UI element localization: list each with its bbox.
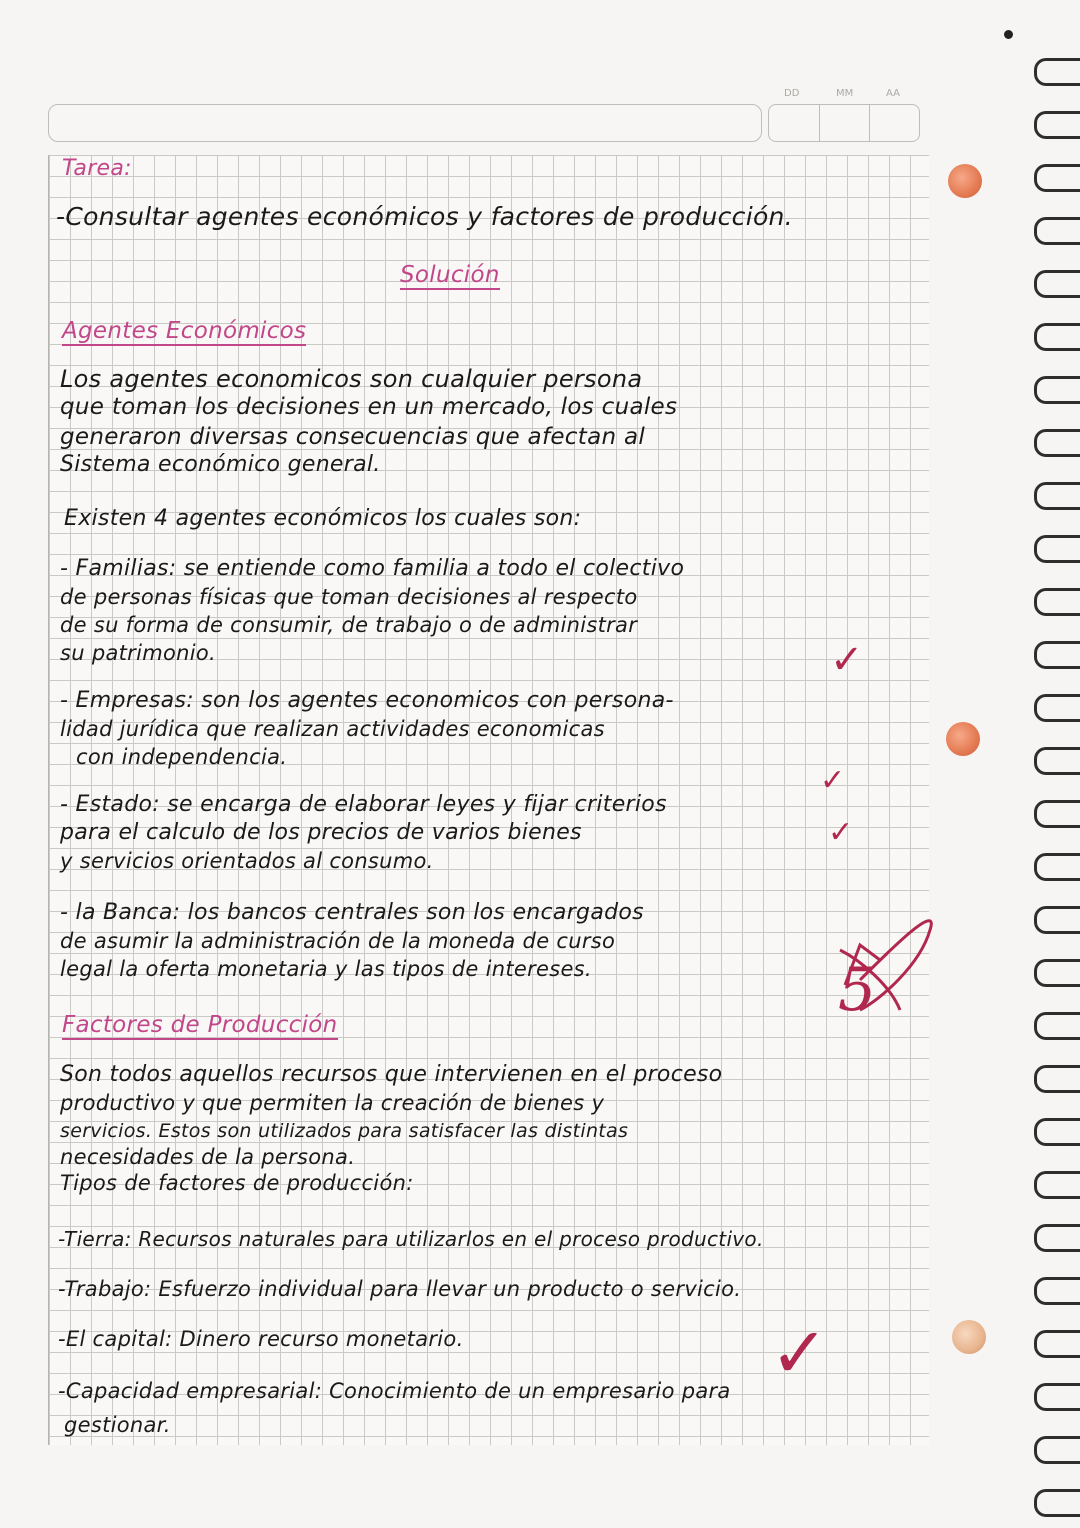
spiral-ring	[1034, 800, 1080, 828]
spiral-ring	[1034, 853, 1080, 881]
checkmark-icon: ✓	[770, 1312, 829, 1394]
agent-banca-line: - la Banca: los bancos centrales son los encargados	[60, 900, 644, 925]
task-label: Tarea:	[62, 156, 132, 181]
factor-item: gestionar.	[64, 1413, 171, 1437]
grade-number: 5	[838, 955, 877, 1020]
spiral-ring	[1034, 1383, 1080, 1411]
spiral-ring	[1034, 1171, 1080, 1199]
date-box	[768, 104, 920, 142]
agent-estado-line: para el calculo de los precios de varios bienes	[60, 820, 582, 845]
binder-hole	[952, 1320, 986, 1354]
agent-empresas-line: - Empresas: son los agentes economicos con persona-	[60, 688, 674, 713]
checkmark-icon: ✓	[830, 637, 864, 683]
date-label-month: MM	[836, 88, 854, 99]
spiral-ring	[1034, 323, 1080, 351]
factors-intro-line: productivo y que permiten la creación de bienes y	[60, 1091, 605, 1115]
factor-item: -El capital: Dinero recurso monetario.	[58, 1327, 464, 1351]
header-title-box	[48, 104, 762, 142]
spiral-ring	[1034, 959, 1080, 987]
factors-intro-line: servicios. Estos son utilizados para satisfacer las distintas	[60, 1120, 629, 1142]
spiral-ring	[1034, 1224, 1080, 1252]
factor-item: -Tierra: Recursos naturales para utilizarlos en el proceso productivo.	[58, 1227, 764, 1251]
agents-intro-line: que toman los decisiones en un mercado, los cuales	[60, 394, 678, 420]
agents-intro-line: Sistema económico general.	[60, 452, 381, 477]
spiral-ring	[1034, 1330, 1080, 1358]
spiral-ring	[1034, 58, 1080, 86]
checkmark-icon: ✓	[828, 815, 854, 850]
factors-intro-line: Son todos aquellos recursos que intervienen en el proceso	[60, 1062, 723, 1087]
spiral-ring	[1034, 1065, 1080, 1093]
spiral-ring	[1034, 906, 1080, 934]
agents-intro-line: Los agentes economicos son cualquier persona	[60, 365, 643, 393]
section-heading-agents: Agentes Económicos	[62, 318, 307, 344]
spiral-ring	[1034, 1489, 1080, 1517]
factor-item: -Capacidad empresarial: Conocimiento de un empresario para	[58, 1379, 731, 1403]
spiral-ring	[1034, 376, 1080, 404]
ink-dot	[1004, 30, 1013, 39]
spiral-ring	[1034, 694, 1080, 722]
spiral-ring	[1034, 747, 1080, 775]
agents-count-line: Existen 4 agentes económicos los cuales son:	[64, 506, 582, 531]
factors-intro-line: Tipos de factores de producción:	[60, 1171, 414, 1195]
spiral-ring	[1034, 1277, 1080, 1305]
date-label-year: AA	[886, 88, 900, 99]
agent-familias-line: su patrimonio.	[60, 641, 216, 665]
agent-empresas-line: lidad jurídica que realizan actividades economicas	[60, 717, 605, 741]
spiral-ring	[1034, 164, 1080, 192]
agent-banca-line: legal la oferta monetaria y las tipos de intereses.	[60, 957, 592, 981]
spiral-ring	[1034, 1436, 1080, 1464]
spiral-ring	[1034, 111, 1080, 139]
spiral-ring	[1034, 270, 1080, 298]
spiral-ring	[1034, 217, 1080, 245]
agent-banca-line: de asumir la administración de la moneda de curso	[60, 929, 616, 953]
spiral-ring	[1034, 1118, 1080, 1146]
spiral-ring	[1034, 588, 1080, 616]
binder-hole	[946, 722, 980, 756]
agent-familias-line: de personas físicas que toman decisiones al respecto	[60, 585, 638, 609]
task-description: -Consultar agentes económicos y factores de producción.	[56, 202, 793, 231]
agents-intro-line: generaron diversas consecuencias que afectan al	[60, 424, 646, 450]
spiral-ring	[1034, 1012, 1080, 1040]
agent-estado-line: - Estado: se encarga de elaborar leyes y fijar criterios	[60, 792, 667, 817]
agent-empresas-line: con independencia.	[76, 745, 288, 769]
spiral-ring	[1034, 482, 1080, 510]
spiral-ring	[1034, 429, 1080, 457]
checkmark-icon: ✓	[820, 763, 846, 798]
section-heading-factors: Factores de Producción	[62, 1012, 338, 1038]
agent-estado-line: y servicios orientados al consumo.	[60, 849, 434, 873]
factors-intro-line: necesidades de la persona.	[60, 1145, 356, 1169]
grade-mark-icon	[820, 890, 970, 1020]
date-label-day: DD	[784, 88, 800, 99]
solution-heading: Solución	[400, 262, 500, 288]
factor-item: -Trabajo: Esfuerzo individual para llevar un producto o servicio.	[58, 1277, 742, 1301]
binder-hole	[948, 164, 982, 198]
agent-familias-line: de su forma de consumir, de trabajo o de administrar	[60, 613, 638, 637]
spiral-ring	[1034, 535, 1080, 563]
spiral-ring	[1034, 641, 1080, 669]
agent-familias-line: - Familias: se entiende como familia a todo el colectivo	[60, 556, 685, 581]
